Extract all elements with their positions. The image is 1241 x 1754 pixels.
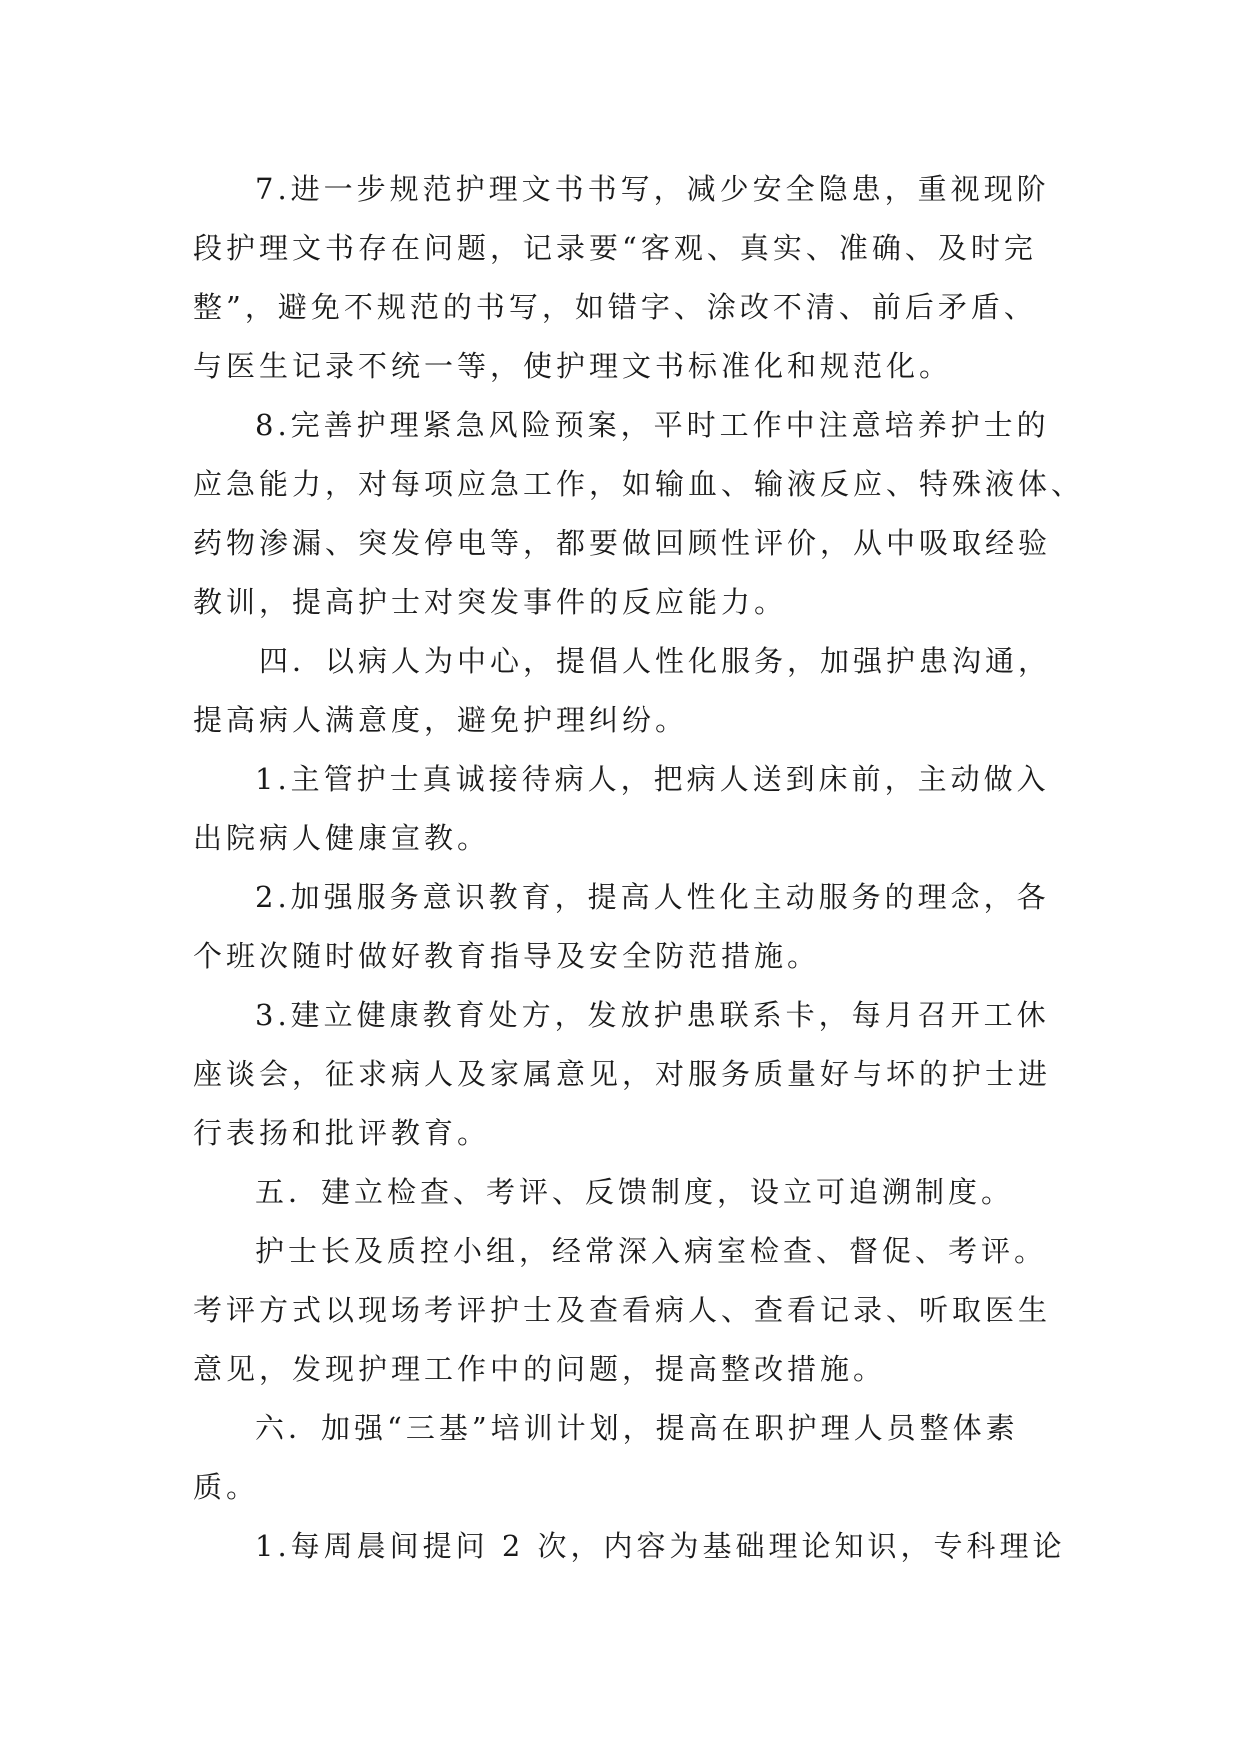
paragraph-7-nursing-records bbox=[193, 160, 1053, 396]
paragraph-line: 六．加强“三基”培训计划，提高在职护理人员整体素 bbox=[255, 1411, 1019, 1445]
paragraph-line: 2.加强服务意识教育，提高人性化主动服务的理念，各 bbox=[255, 880, 1050, 914]
paragraph-line: 段护理文书存在问题，记录要“客观、真实、准确、及时完 bbox=[193, 231, 1037, 265]
paragraph-line: 考评方式以现场考评护士及查看病人、查看记录、听取医生 bbox=[193, 1293, 1052, 1327]
paragraph-line: 五．建立检查、考评、反馈制度，设立可追溯制度。 bbox=[255, 1175, 1015, 1209]
paragraph-line: 与医生记录不统一等，使护理文书标准化和规范化。 bbox=[193, 349, 953, 383]
paragraph-4-2 bbox=[193, 868, 1053, 986]
document-body bbox=[193, 160, 1085, 1576]
paragraph-line: 个班次随时做好教育指导及安全防范措施。 bbox=[193, 939, 821, 973]
section-heading-6 bbox=[193, 1399, 1053, 1517]
section-heading-5 bbox=[193, 1163, 1053, 1222]
paragraph-5-body bbox=[193, 1222, 1053, 1399]
paragraph-line: 出院病人健康宣教。 bbox=[193, 821, 491, 855]
paragraph-line: 质。 bbox=[193, 1470, 260, 1504]
paragraph-8-emergency-plan bbox=[193, 396, 1085, 632]
paragraph-line: 意见，发现护理工作中的问题，提高整改措施。 bbox=[193, 1352, 887, 1386]
section-heading-4 bbox=[193, 632, 1053, 750]
paragraph-line: 护士长及质控小组，经常深入病室检查、督促、考评。 bbox=[255, 1234, 1048, 1268]
paragraph-line: 提高病人满意度，避免护理纠纷。 bbox=[193, 703, 689, 737]
paragraph-6-1 bbox=[193, 1517, 1066, 1576]
paragraph-line: 药物渗漏、突发停电等，都要做回顾性评价，从中吸取经验 bbox=[193, 526, 1052, 560]
paragraph-line: 教训，提高护士对突发事件的反应能力。 bbox=[193, 585, 788, 619]
paragraph-line: 应急能力，对每项应急工作，如输血、输液反应、特殊液体、 bbox=[193, 467, 1085, 501]
paragraph-line: 座谈会，征求病人及家属意见，对服务质量好与坏的护士进 bbox=[193, 1057, 1052, 1091]
paragraph-line: 1.主管护士真诚接待病人，把病人送到床前，主动做入 bbox=[255, 762, 1050, 796]
paragraph-line: 四．以病人为中心，提倡人性化服务，加强护患沟通， bbox=[259, 644, 1052, 678]
paragraph-line: 行表扬和批评教育。 bbox=[193, 1116, 491, 1150]
paragraph-line: 整”，避免不规范的书写，如错字、涂改不清、前后矛盾、 bbox=[193, 290, 1037, 324]
paragraph-line: 8.完善护理紧急风险预案，平时工作中注意培养护士的 bbox=[255, 408, 1050, 442]
paragraph-4-1 bbox=[193, 750, 1053, 868]
paragraph-line: 7.进一步规范护理文书书写，减少安全隐患，重视现阶 bbox=[255, 172, 1050, 206]
paragraph-line: 3.建立健康教育处方，发放护患联系卡，每月召开工休 bbox=[255, 998, 1050, 1032]
paragraph-line: 1.每周晨间提问 2 次，内容为基础理论知识，专科理论 bbox=[255, 1529, 1066, 1563]
paragraph-4-3 bbox=[193, 986, 1053, 1163]
